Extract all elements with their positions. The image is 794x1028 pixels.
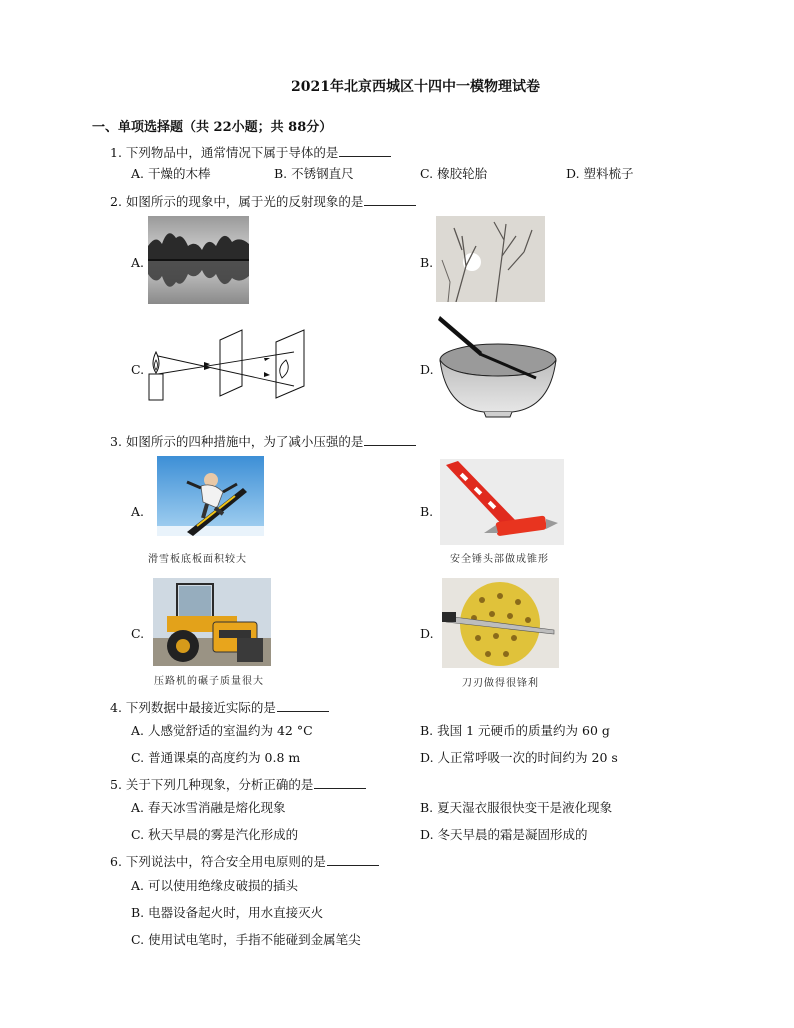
q1-option-b: B. 不锈钢直尺: [274, 166, 354, 181]
snowboarder-image: [157, 456, 264, 536]
answer-blank[interactable]: [339, 144, 391, 157]
q4-option-d: D. 人正常呼吸一次的时间约为 20 s: [420, 750, 618, 765]
q2-option-a: A.: [131, 255, 145, 270]
question-5-stem: 5. 关于下列几种现象，分析正确的是: [110, 775, 366, 793]
mountain-reflection-image: [148, 216, 249, 304]
q6-option-b: B. 电器设备起火时，用水直接灭火: [131, 905, 324, 920]
q3-caption-a: 滑雪板底板面积较大: [148, 554, 247, 565]
question-6-stem: 6. 下列说法中，符合安全用电原则的是: [110, 852, 379, 870]
q3-option-c: C.: [131, 626, 145, 641]
section-heading: 一、单项选择题（共 22小题；共 88分）: [92, 120, 333, 135]
answer-blank[interactable]: [364, 193, 416, 206]
q1-option-c: C. 橡胶轮胎: [420, 166, 488, 181]
q3-caption-c: 压路机的碾子质量很大: [154, 676, 264, 687]
answer-blank[interactable]: [364, 433, 416, 446]
q2-option-b: B.: [420, 255, 434, 270]
answer-blank[interactable]: [327, 853, 379, 866]
q3-option-a: A.: [131, 504, 145, 519]
q3-caption-b: 安全锤头部做成锥形: [450, 554, 549, 565]
road-roller-image: [153, 578, 271, 666]
q3-caption-d: 刀刃做得很锋利: [462, 678, 539, 689]
q4-option-a: A. 人感觉舒适的室温约为 42 °C: [131, 723, 313, 738]
q1-option-a: A. 干燥的木棒: [131, 166, 211, 181]
q2-option-c: C.: [131, 362, 145, 377]
q5-option-a: A. 春天冰雪消融是熔化现象: [131, 800, 286, 815]
question-4-stem: 4. 下列数据中最接近实际的是: [110, 698, 329, 716]
question-1-stem: 1. 下列物品中，通常情况下属于导体的是: [110, 143, 391, 161]
q6-option-a: A. 可以使用绝缘皮破损的插头: [131, 878, 298, 893]
answer-blank[interactable]: [277, 699, 329, 712]
q5-option-d: D. 冬天早晨的霜是凝固形成的: [420, 827, 588, 842]
q1-option-d: D. 塑料梳子: [566, 166, 634, 181]
candle-pinhole-diagram: [144, 328, 310, 402]
pineapple-knife-image: [442, 578, 559, 668]
moon-branches-image: [436, 216, 545, 302]
question-2-stem: 2. 如图所示的现象中，属于光的反射现象的是: [110, 192, 416, 210]
q5-option-c: C. 秋天早晨的雾是汽化形成的: [131, 827, 299, 842]
q4-option-c: C. 普通课桌的高度约为 0.8 m: [131, 750, 301, 765]
page-title: 2021年北京西城区十四中一模物理试卷: [291, 79, 540, 95]
q3-option-d: D.: [420, 626, 434, 641]
q4-option-b: B. 我国 1 元硬币的质量约为 60 g: [420, 723, 610, 738]
chopstick-bowl-image: [436, 312, 560, 418]
q2-option-d: D.: [420, 362, 434, 377]
q3-option-b: B.: [420, 504, 434, 519]
safety-hammer-image: [440, 459, 564, 545]
q5-option-b: B. 夏天湿衣服很快变干是液化现象: [420, 800, 613, 815]
question-3-stem: 3. 如图所示的四种措施中，为了减小压强的是: [110, 432, 416, 450]
q6-option-c: C. 使用试电笔时，手指不能碰到金属笔尖: [131, 932, 361, 947]
answer-blank[interactable]: [314, 776, 366, 789]
